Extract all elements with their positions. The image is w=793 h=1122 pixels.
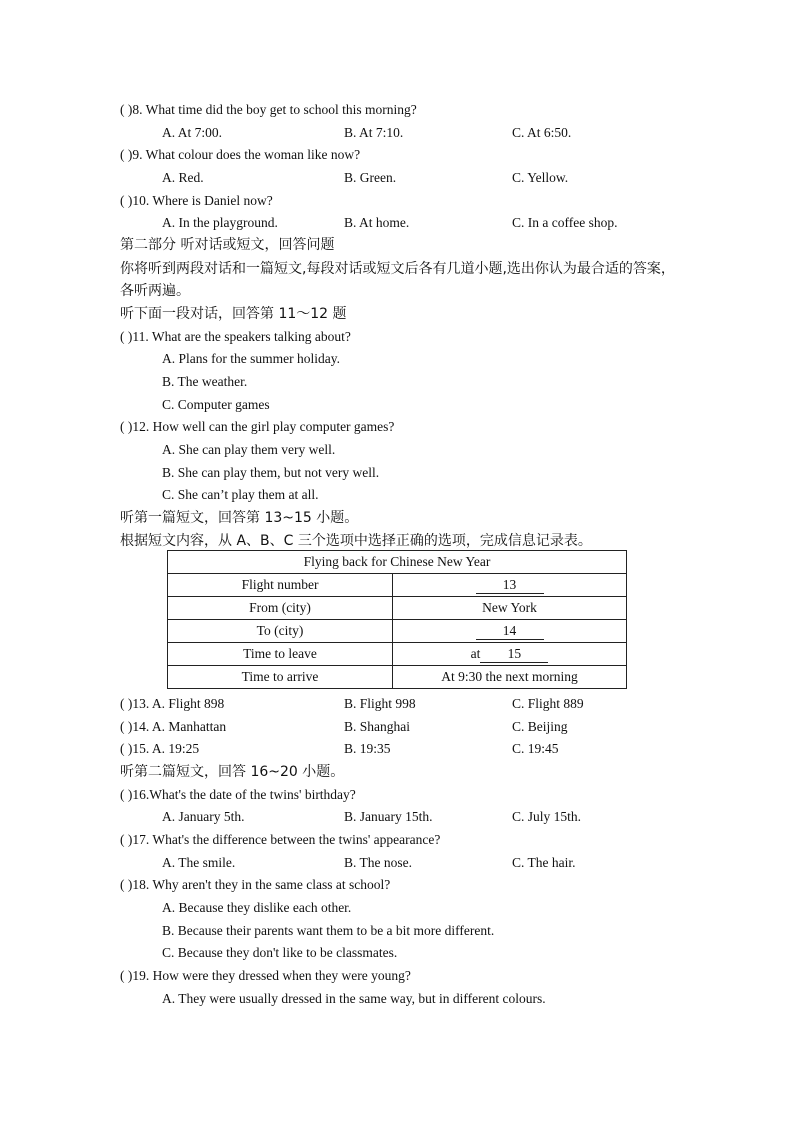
- part2-instruction-1: 你将听到两段对话和一篇短文,每段对话或短文后各有几道小题,选出你认为最合适的答案，: [120, 261, 675, 277]
- option-c: C. Flight 889: [512, 696, 584, 711]
- row-label: Flight number: [168, 574, 393, 597]
- question-13-label-a: ( )13. A. Flight 898: [120, 696, 225, 711]
- option-a: A. The smile.: [162, 855, 236, 870]
- passage2-intro: 听第二篇短文，回答 16~20 小题。: [120, 764, 345, 780]
- question-18-option-c: C. Because they don't like to be classmates.: [162, 945, 398, 960]
- option-c: C. 19:45: [512, 741, 559, 756]
- question-12-option-c: C. She can’t play them at all.: [162, 487, 319, 502]
- option-a: A. Red.: [162, 170, 204, 185]
- row-value: [393, 643, 627, 666]
- option-b: B. The nose.: [344, 855, 412, 870]
- option-b: B. January 15th.: [344, 809, 433, 824]
- question-12-option-a: A. She can play them very well.: [162, 442, 336, 457]
- question-19-option-a: A. They were usually dressed in the same way, but in different colours.: [162, 991, 546, 1006]
- part2-heading: 第二部分 听对话或短文，回答问题: [120, 237, 335, 253]
- row-label: Time to leave: [168, 643, 393, 666]
- table-title: Flying back for Chinese New Year: [168, 551, 627, 574]
- question-11-option-c: C. Computer games: [162, 397, 270, 412]
- answer-blank[interactable]: 13: [476, 577, 544, 594]
- question-9: ( )9. What colour does the woman like now?: [120, 147, 361, 162]
- option-a: A. At 7:00.: [162, 125, 223, 140]
- question-12-option-b: B. She can play them, but not very well.: [162, 465, 380, 480]
- question-10: ( )10. Where is Daniel now?: [120, 193, 273, 208]
- option-b: B. At home.: [344, 215, 410, 230]
- info-record-table: [167, 550, 627, 689]
- option-b: B. Green.: [344, 170, 397, 185]
- question-11-option-b: B. The weather.: [162, 374, 248, 389]
- answer-blank[interactable]: 14: [476, 623, 544, 640]
- option-c: C. In a coffee shop.: [512, 215, 618, 230]
- row-value: [393, 574, 627, 597]
- row-prefix: at: [470, 646, 481, 661]
- question-14-label-a: ( )14. A. Manhattan: [120, 719, 227, 734]
- question-8: ( )8. What time did the boy get to school this morning?: [120, 102, 417, 117]
- option-c: C. The hair.: [512, 855, 576, 870]
- row-value: New York: [393, 597, 627, 620]
- option-b: B. Flight 998: [344, 696, 416, 711]
- question-19: ( )19. How were they dressed when they were young?: [120, 968, 411, 983]
- table-row: [168, 574, 627, 597]
- question-17: ( )17. What's the difference between the twins' appearance?: [120, 832, 441, 847]
- row-label: To (city): [168, 620, 393, 643]
- answer-blank[interactable]: 15: [480, 646, 548, 663]
- option-c: C. Yellow.: [512, 170, 569, 185]
- passage1-instruction: 根据短文内容，从 A、B、C 三个选项中选择正确的选项，完成信息记录表。: [120, 533, 592, 549]
- option-a: A. In the playground.: [162, 215, 278, 230]
- table-row: [168, 666, 627, 689]
- table-row: [168, 643, 627, 666]
- option-c: C. July 15th.: [512, 809, 582, 824]
- table-row: [168, 620, 627, 643]
- dialogue-intro: 听下面一段对话，回答第 11～12 题: [120, 306, 347, 322]
- row-label: Time to arrive: [168, 666, 393, 689]
- option-b: B. At 7:10.: [344, 125, 404, 140]
- option-b: B. 19:35: [344, 741, 391, 756]
- option-c: C. Beijing: [512, 719, 568, 734]
- question-11-option-a: A. Plans for the summer holiday.: [162, 351, 340, 366]
- question-15-label-a: ( )15. A. 19:25: [120, 741, 200, 756]
- question-18: ( )18. Why aren't they in the same class at school?: [120, 877, 391, 892]
- question-11: ( )11. What are the speakers talking about?: [120, 329, 351, 344]
- option-c: C. At 6:50.: [512, 125, 572, 140]
- option-a: A. January 5th.: [162, 809, 245, 824]
- question-16: ( )16.What's the date of the twins' birthday?: [120, 787, 356, 802]
- part2-instruction-2: 各听两遍。: [120, 283, 190, 299]
- question-12: ( )12. How well can the girl play computer games?: [120, 419, 395, 434]
- passage1-intro: 听第一篇短文，回答第 13~15 小题。: [120, 510, 359, 526]
- option-b: B. Shanghai: [344, 719, 410, 734]
- row-value: [393, 620, 627, 643]
- question-18-option-a: A. Because they dislike each other.: [162, 900, 352, 915]
- table-row: [168, 597, 627, 620]
- question-18-option-b: B. Because their parents want them to be a bit more different.: [162, 923, 495, 938]
- row-label: From (city): [168, 597, 393, 620]
- row-value: At 9:30 the next morning: [393, 666, 627, 689]
